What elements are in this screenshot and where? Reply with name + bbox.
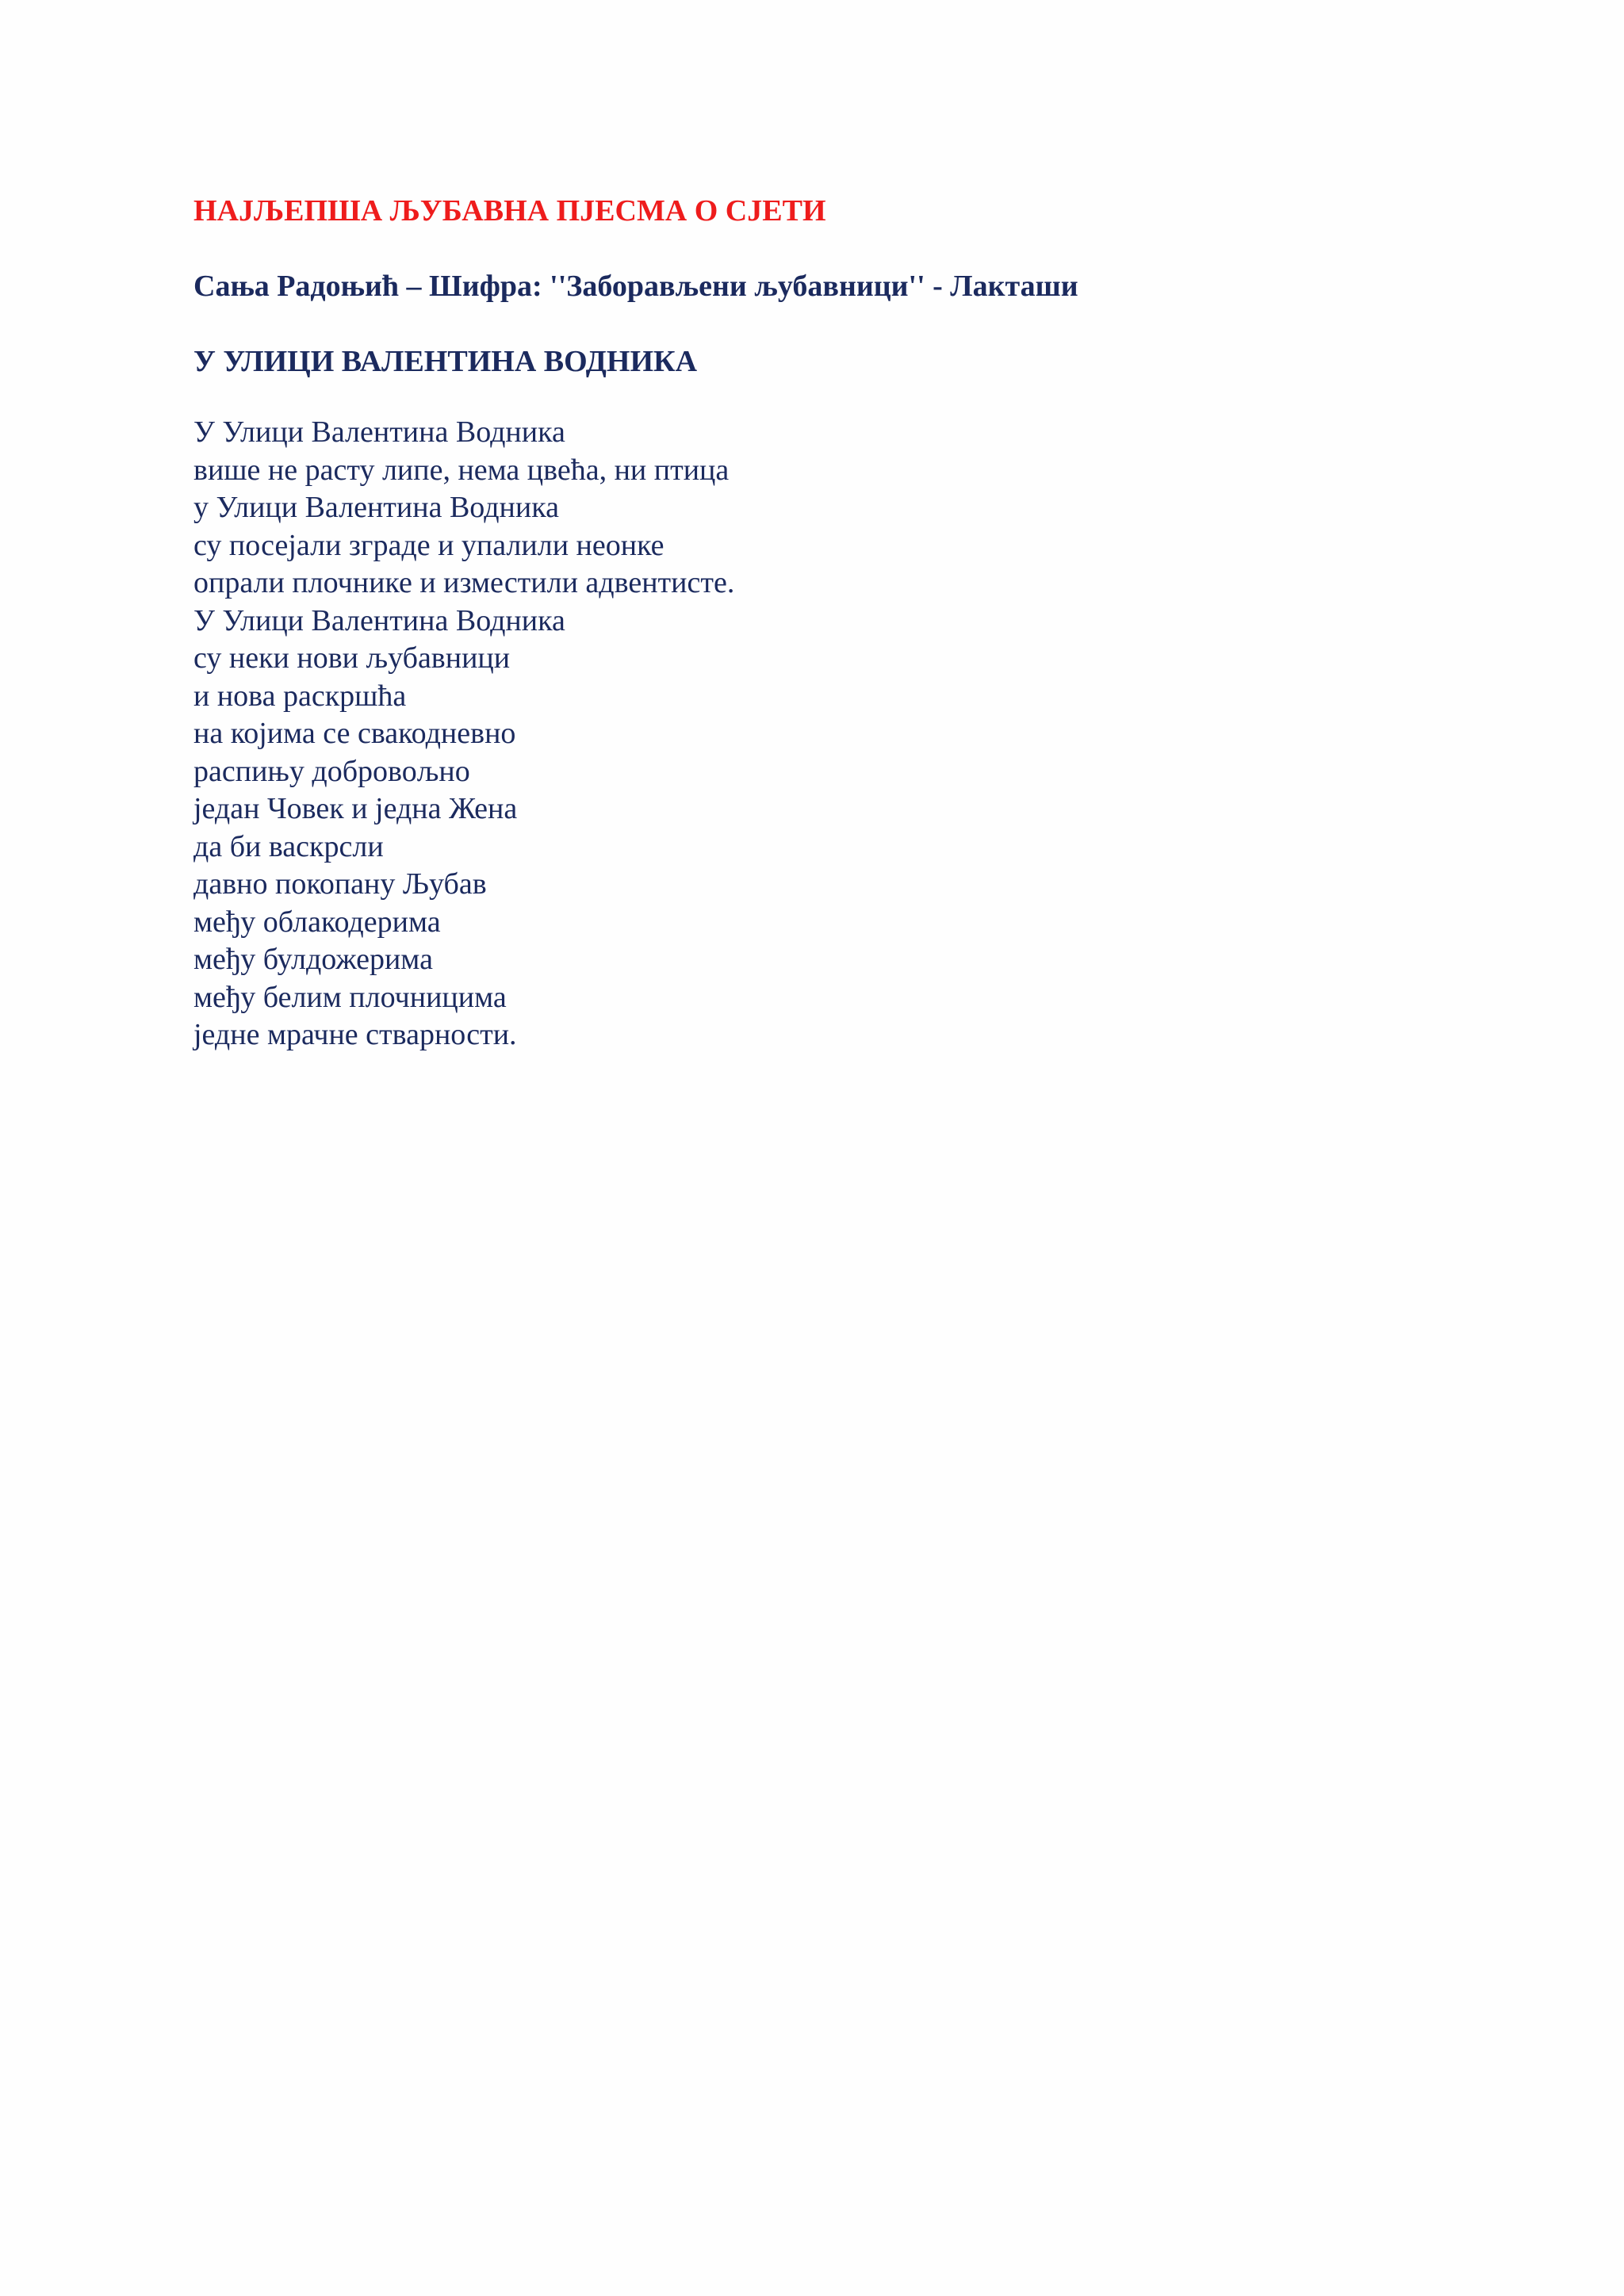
poem-line: давно покопану Љубав: [193, 867, 487, 901]
poem-line: У Улици Валентина Водника: [193, 415, 565, 449]
poem-line: у Улици Валентина Водника: [193, 491, 559, 524]
author-line: Сања Радоњић – Шифра: ''Заборављени љубавници'' - Лакташи: [193, 270, 1078, 303]
document-content: [193, 187, 1462, 1054]
document-title: НАЈЉЕПША ЉУБАВНА ПЈЕСМА О СЈЕТИ: [193, 194, 826, 228]
poem-line: да би васкрсли: [193, 829, 384, 863]
poem-body: [193, 414, 1462, 1054]
poem-line: и нова раскршћа: [193, 679, 407, 713]
poem-line: један Човек и једна Жена: [193, 792, 518, 825]
poem-line: опрали плочнике и изместили адвентисте.: [193, 566, 735, 599]
poem-line: више не расту липе, нема цвећа, ни птица: [193, 453, 730, 487]
poem-line: међу булдожерима: [193, 943, 433, 976]
poem-line: распињу добровољно: [193, 754, 470, 788]
poem-line: су посејали зграде и упалили неонке: [193, 528, 665, 562]
poem-line: У Улици Валентина Водника: [193, 603, 565, 637]
poem-line: међу белим плочницима: [193, 980, 507, 1014]
poem-title: У УЛИЦИ ВАЛЕНТИНА ВОДНИКА: [193, 345, 698, 378]
poem-line: међу облакодерима: [193, 905, 441, 939]
poem-line: једне мрачне стварности.: [193, 1018, 517, 1051]
poem-line: су неки нови љубавници: [193, 641, 511, 675]
poem-line: на којима се свакодневно: [193, 717, 516, 750]
